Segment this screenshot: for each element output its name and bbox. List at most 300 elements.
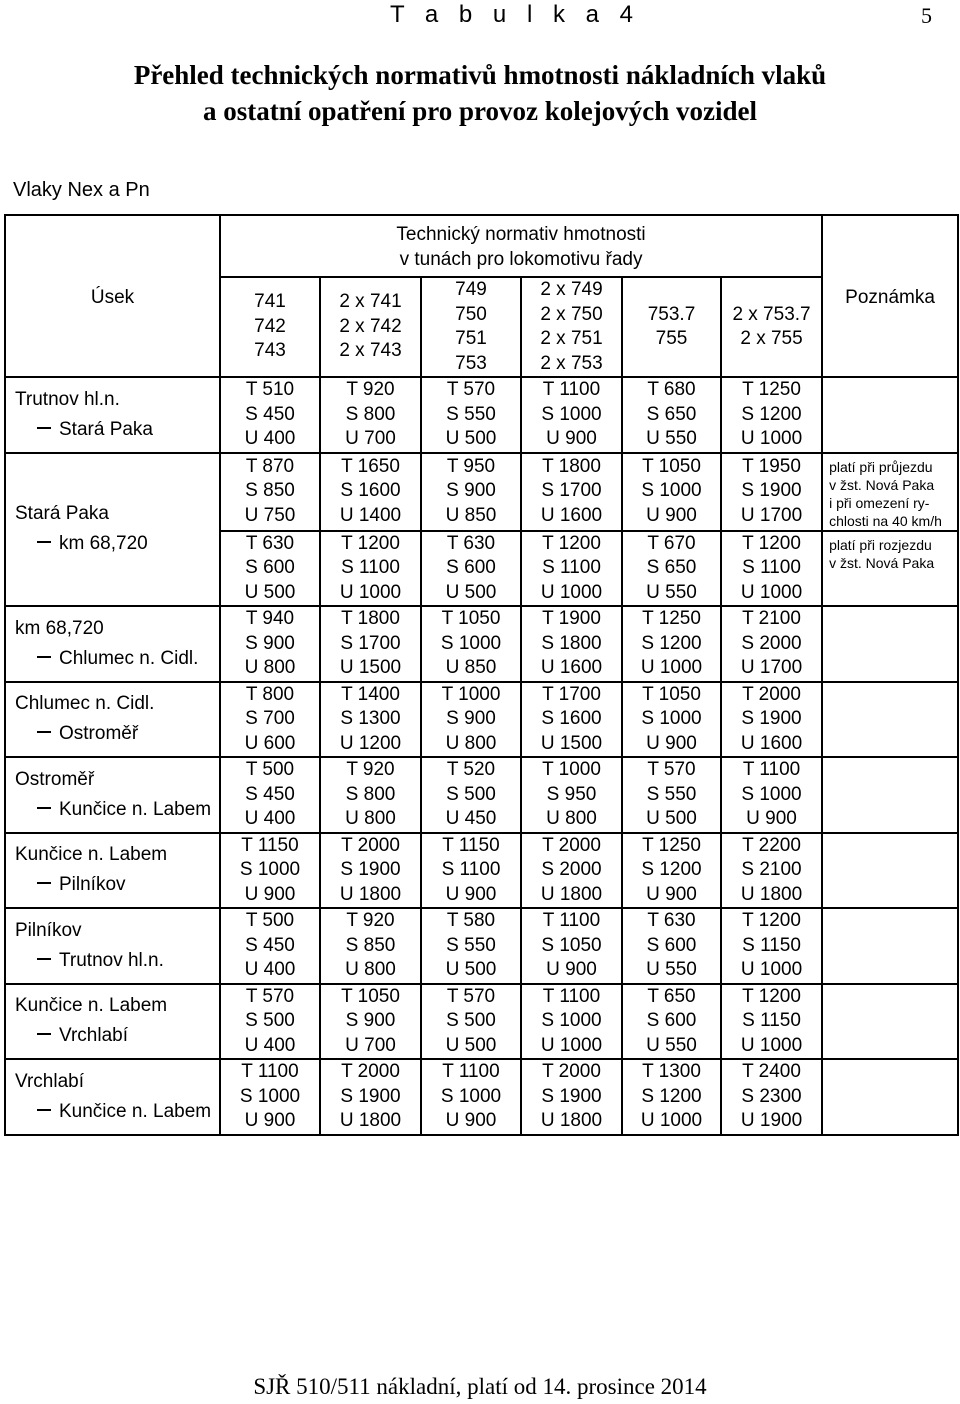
section-to: Kunčice n. Labem — [59, 798, 212, 820]
weight-value: T 1000 — [441, 683, 501, 705]
table-row — [5, 833, 958, 909]
weight-value: S 800 — [345, 403, 396, 425]
value-cell — [622, 757, 721, 833]
weight-value: S 1900 — [741, 708, 802, 729]
tech-header-line-2: v tunách pro lokomotivu řady — [399, 248, 643, 270]
section-to: km 68,720 — [59, 533, 148, 555]
weight-value: T 1800 — [341, 608, 400, 629]
weight-value: U 1600 — [740, 732, 803, 754]
value-cell — [320, 984, 421, 1060]
value-cell — [521, 453, 622, 531]
section-from: km 68,720 — [15, 617, 104, 639]
weight-value: U 1000 — [640, 1110, 703, 1131]
weight-value: S 500 — [446, 1010, 496, 1031]
section-to-line — [15, 1097, 219, 1127]
weight-value: T 2000 — [542, 834, 601, 856]
value-cell — [721, 531, 822, 607]
section-to: Trutnov hl.n. — [59, 949, 164, 971]
weight-value: S 450 — [245, 783, 295, 805]
weight-value: T 2400 — [742, 1061, 801, 1082]
loco-series-label: 753 — [455, 352, 487, 374]
weight-value: U 600 — [244, 732, 296, 754]
weight-value: T 630 — [446, 532, 496, 554]
section-subtitle: Vlaky Nex a Pn — [13, 179, 150, 201]
loco-series-label: 2 x 753 — [540, 352, 603, 374]
weight-value: S 1300 — [340, 708, 401, 729]
weight-value: U 850 — [445, 657, 497, 678]
note-cell — [822, 606, 958, 682]
weight-value: S 550 — [646, 783, 697, 805]
weight-value: U 900 — [646, 883, 697, 905]
value-cell — [220, 757, 320, 833]
weight-value: S 1000 — [440, 1085, 502, 1107]
weight-value: T 1250 — [642, 608, 701, 629]
weight-value: U 1800 — [540, 1110, 603, 1131]
weight-value: T 940 — [245, 608, 295, 629]
value-cell — [622, 908, 721, 984]
weight-value: U 550 — [646, 959, 697, 980]
weight-value: T 1650 — [341, 455, 400, 477]
table-row — [5, 1059, 958, 1135]
weight-value: S 500 — [446, 783, 496, 805]
weight-value: T 1150 — [442, 834, 500, 856]
loco-series-label: 2 x 749 — [540, 279, 603, 300]
loco-series-label: 749 — [455, 279, 487, 300]
page-title-line-2: a ostatní opatření pro provoz kolejových vozidel — [203, 96, 757, 126]
weight-value: U 400 — [244, 808, 296, 829]
weight-value: U 900 — [445, 1110, 497, 1131]
value-cell — [421, 377, 521, 453]
weight-value: U 1500 — [540, 732, 603, 754]
weight-value: T 1100 — [542, 985, 601, 1007]
weight-value: U 800 — [445, 732, 497, 754]
weight-value: U 1600 — [540, 657, 603, 678]
weight-value: S 600 — [446, 557, 496, 578]
weight-value: T 1050 — [642, 455, 701, 477]
weight-value: U 500 — [445, 1034, 497, 1056]
loco-series-label: 741 — [254, 291, 286, 313]
weight-value: T 580 — [446, 910, 496, 931]
weight-value: T 2000 — [742, 683, 801, 705]
weight-value: T 1100 — [241, 1061, 299, 1082]
weight-value: T 1200 — [341, 532, 400, 554]
value-cell — [721, 606, 822, 682]
value-cell — [421, 531, 521, 607]
value-cell — [421, 682, 521, 758]
weight-value: T 1900 — [542, 608, 601, 629]
weight-value: U 800 — [345, 808, 396, 829]
weight-value: S 1000 — [239, 1085, 301, 1107]
value-cell — [622, 531, 721, 607]
weight-value: U 900 — [746, 808, 797, 829]
weight-value: S 850 — [345, 934, 396, 956]
weight-value: U 850 — [445, 504, 497, 526]
weight-value: T 520 — [446, 759, 496, 780]
value-cell — [320, 606, 421, 682]
section-from: Vrchlabí — [15, 1070, 84, 1092]
weight-value: U 400 — [244, 1034, 296, 1056]
weight-value: S 1100 — [441, 859, 501, 880]
tech-header-line-1: Technický normativ hmotnosti — [396, 224, 646, 245]
norm-table — [4, 214, 959, 1136]
weight-value: U 1000 — [740, 1034, 803, 1056]
weight-value: T 570 — [446, 985, 496, 1007]
weight-value: U 400 — [244, 428, 296, 449]
weight-value: T 920 — [346, 759, 395, 780]
section-from: Stará Paka — [15, 503, 109, 525]
weight-value: U 1500 — [339, 657, 402, 678]
loco-series-label: 742 — [254, 315, 286, 337]
value-cell — [521, 1059, 622, 1135]
weight-value: T 1100 — [442, 1061, 500, 1082]
loco-series-label: 755 — [655, 328, 688, 349]
note-text: i při omezení ry- — [829, 494, 930, 511]
dash-mark — [37, 656, 51, 658]
value-cell — [521, 606, 622, 682]
loco-series-header — [521, 277, 622, 377]
loco-series-label: 750 — [455, 303, 487, 325]
weight-value: U 900 — [244, 1110, 296, 1131]
weight-value: S 1700 — [340, 632, 401, 654]
weight-value: T 1300 — [642, 1061, 701, 1082]
weight-value: T 2000 — [341, 1061, 400, 1082]
value-cell — [622, 606, 721, 682]
note-cell — [822, 908, 958, 984]
value-cell — [622, 682, 721, 758]
weight-value: S 1900 — [340, 859, 401, 880]
weight-value: T 1250 — [742, 379, 801, 400]
weight-value: S 1150 — [742, 934, 801, 956]
weight-value: S 600 — [245, 557, 295, 578]
weight-value: S 1900 — [541, 1085, 602, 1107]
value-cell — [320, 833, 421, 909]
dash-mark — [37, 731, 51, 733]
weight-value: U 1000 — [640, 657, 703, 678]
weight-value: T 630 — [647, 910, 696, 931]
value-cell — [320, 1059, 421, 1135]
weight-value: S 950 — [546, 783, 597, 805]
loco-series-header — [622, 277, 721, 377]
loco-series-label: 753.7 — [647, 303, 696, 325]
weight-value: T 570 — [446, 379, 496, 400]
loco-series-header — [320, 277, 421, 377]
loco-series-label: 2 x 742 — [339, 315, 402, 337]
weight-value: T 1200 — [742, 532, 801, 554]
weight-value: S 1100 — [742, 557, 801, 578]
weight-value: T 630 — [245, 532, 295, 554]
value-cell — [421, 757, 521, 833]
weight-value: T 920 — [346, 910, 395, 931]
table-row — [5, 757, 958, 833]
weight-value: T 1050 — [642, 683, 701, 705]
section-to: Stará Paka — [59, 418, 153, 440]
weight-value: T 1950 — [742, 455, 801, 477]
section-to-line — [15, 415, 219, 445]
weight-value: T 1100 — [542, 910, 601, 931]
value-cell — [421, 606, 521, 682]
note-header: Poznámka — [822, 215, 958, 377]
value-cell — [521, 682, 622, 758]
weight-value: U 1800 — [540, 883, 603, 905]
loco-series-label: 751 — [455, 328, 487, 349]
note-cell — [822, 757, 958, 833]
note-cell — [822, 531, 958, 607]
value-cell — [220, 984, 320, 1060]
value-cell — [220, 1059, 320, 1135]
weight-value: U 1600 — [540, 504, 603, 526]
section-cell — [5, 984, 220, 1060]
value-cell — [721, 833, 822, 909]
weight-value: T 870 — [245, 455, 295, 477]
value-cell — [721, 1059, 822, 1135]
note-cell — [822, 833, 958, 909]
section-to: Kunčice n. Labem — [59, 1100, 212, 1122]
weight-value: U 1700 — [740, 657, 803, 678]
dash-mark — [37, 1109, 51, 1111]
dash-mark — [37, 807, 51, 809]
weight-value: S 1600 — [541, 708, 602, 729]
weight-value: S 1000 — [239, 859, 301, 880]
value-cell — [521, 377, 622, 453]
value-cell — [622, 453, 721, 531]
weight-value: U 450 — [445, 808, 497, 829]
weight-value: U 700 — [345, 428, 396, 449]
weight-value: U 400 — [244, 959, 296, 980]
weight-value: U 900 — [646, 504, 697, 526]
section-from: Ostroměř — [15, 768, 95, 790]
weight-value: U 1000 — [540, 1034, 603, 1056]
section-to-line — [15, 1021, 219, 1051]
usek-header: Úsek — [5, 215, 220, 377]
section-to-line — [15, 719, 219, 749]
value-cell — [521, 984, 622, 1060]
dash-mark — [37, 427, 51, 429]
weight-value: T 920 — [346, 379, 395, 400]
loco-series-label: 2 x 755 — [740, 328, 803, 349]
weight-value: U 900 — [646, 732, 697, 754]
section-to: Pilníkov — [59, 874, 126, 896]
weight-value: S 2300 — [741, 1085, 802, 1107]
value-cell — [320, 757, 421, 833]
weight-value: S 650 — [646, 557, 697, 578]
weight-value: S 1200 — [641, 859, 702, 880]
loco-series-label: 2 x 741 — [339, 291, 402, 313]
weight-value: U 900 — [546, 959, 597, 980]
value-cell — [421, 833, 521, 909]
weight-value: T 1150 — [241, 834, 299, 856]
weight-value: S 600 — [646, 934, 697, 956]
table-row — [5, 984, 958, 1060]
table-row — [5, 682, 958, 758]
section-cell — [5, 453, 220, 607]
weight-value: U 550 — [646, 1034, 697, 1056]
table-row — [5, 908, 958, 984]
weight-value: U 500 — [646, 808, 697, 829]
section-from: Kunčice n. Labem — [15, 844, 168, 866]
value-cell — [721, 682, 822, 758]
weight-value: T 2200 — [742, 834, 801, 856]
weight-value: T 1250 — [642, 834, 701, 856]
loco-series-label: 2 x 753.7 — [732, 303, 811, 325]
value-cell — [622, 833, 721, 909]
value-cell — [220, 377, 320, 453]
page-title-line-1: Přehled technických normativů hmotnosti nákladních vlaků — [133, 60, 827, 90]
value-cell — [721, 453, 822, 531]
weight-value: S 1200 — [641, 632, 702, 654]
weight-value: T 800 — [245, 683, 295, 705]
value-cell — [421, 908, 521, 984]
value-cell — [220, 682, 320, 758]
page-footer: SJŘ 510/511 nákladní, platí od 14. prosince 2014 — [253, 1374, 707, 1399]
weight-value: U 750 — [244, 504, 296, 526]
weight-value: U 900 — [244, 883, 296, 905]
table-row — [5, 453, 958, 531]
section-cell — [5, 757, 220, 833]
weight-value: S 1000 — [641, 708, 702, 729]
weight-value: T 1100 — [542, 379, 601, 400]
table-row — [5, 377, 958, 453]
weight-value: S 1700 — [541, 480, 602, 502]
weight-value: T 510 — [245, 379, 295, 400]
loco-series-label: 2 x 750 — [540, 303, 603, 325]
note-text: chlosti na 40 km/h — [829, 512, 942, 529]
weight-value: U 1000 — [540, 581, 603, 603]
note-cell — [822, 1059, 958, 1135]
value-cell — [220, 908, 320, 984]
weight-value: S 1000 — [541, 403, 602, 425]
value-cell — [521, 531, 622, 607]
weight-value: S 900 — [446, 480, 496, 502]
weight-value: T 1200 — [542, 532, 601, 554]
weight-value: U 500 — [244, 581, 296, 603]
dash-mark — [37, 958, 51, 960]
weight-value: S 1100 — [542, 557, 601, 578]
section-to-line — [15, 529, 219, 559]
value-cell — [320, 908, 421, 984]
value-cell — [521, 908, 622, 984]
weight-value: T 1050 — [441, 608, 501, 629]
value-cell — [721, 984, 822, 1060]
weight-value: U 1800 — [740, 883, 803, 905]
weight-value: S 1800 — [541, 632, 602, 654]
weight-value: S 1000 — [741, 783, 802, 805]
weight-value: S 800 — [345, 783, 396, 805]
weight-value: T 1400 — [341, 683, 400, 705]
weight-value: S 550 — [446, 403, 496, 425]
weight-value: U 1000 — [740, 581, 803, 603]
weight-value: T 670 — [647, 532, 696, 554]
note-cell — [822, 453, 958, 531]
weight-value: T 2000 — [341, 834, 400, 856]
loco-series-label: 2 x 751 — [540, 328, 603, 349]
weight-value: T 650 — [647, 985, 696, 1007]
weight-value: U 500 — [445, 959, 497, 980]
note-cell — [822, 682, 958, 758]
tech-normative-header — [220, 215, 822, 277]
weight-value: U 900 — [546, 428, 597, 449]
header-row-1 — [5, 215, 958, 277]
section-to: Vrchlabí — [59, 1025, 128, 1047]
table-row — [5, 606, 958, 682]
weight-value: S 1200 — [741, 403, 802, 425]
value-cell — [421, 453, 521, 531]
section-cell — [5, 1059, 220, 1135]
weight-value: T 1050 — [341, 985, 400, 1007]
weight-value: U 500 — [445, 428, 497, 449]
section-to-line — [15, 870, 219, 900]
weight-value: S 900 — [245, 632, 295, 654]
weight-value: T 1800 — [542, 455, 601, 477]
section-to-line — [15, 946, 219, 976]
section-to: Ostroměř — [59, 723, 139, 745]
weight-value: S 1200 — [641, 1085, 702, 1107]
weight-value: S 550 — [446, 934, 496, 956]
weight-value: U 1400 — [339, 504, 402, 526]
weight-value: U 550 — [646, 581, 697, 603]
weight-value: S 500 — [245, 1010, 295, 1031]
section-from: Trutnov hl.n. — [15, 388, 120, 410]
weight-value: U 800 — [244, 657, 296, 678]
weight-value: S 1150 — [742, 1010, 801, 1031]
loco-series-label: 2 x 743 — [339, 340, 402, 362]
value-cell — [220, 531, 320, 607]
value-cell — [320, 531, 421, 607]
weight-value: T 570 — [245, 985, 295, 1007]
value-cell — [320, 453, 421, 531]
weight-value: S 450 — [245, 403, 295, 425]
value-cell — [721, 757, 822, 833]
section-cell — [5, 908, 220, 984]
dash-mark — [37, 541, 51, 543]
value-cell — [220, 606, 320, 682]
value-cell — [421, 984, 521, 1060]
page-number: 5 — [921, 3, 932, 28]
weight-value: S 1900 — [340, 1085, 401, 1107]
note-cell — [822, 984, 958, 1060]
weight-value: U 500 — [445, 581, 497, 603]
weight-value: T 500 — [245, 910, 295, 931]
section-to-line — [15, 644, 219, 674]
weight-value: U 1000 — [740, 428, 803, 449]
weight-value: U 1000 — [740, 959, 803, 980]
value-cell — [521, 757, 622, 833]
table-label: T a b u l k a 4 — [390, 1, 640, 28]
weight-value: T 1700 — [542, 683, 601, 705]
loco-series-label: 743 — [254, 340, 286, 362]
weight-value: S 1100 — [341, 557, 400, 578]
weight-value: S 1000 — [641, 480, 702, 502]
weight-value: U 1000 — [339, 581, 402, 603]
weight-value: U 1700 — [740, 504, 803, 526]
section-from: Chlumec n. Cidl. — [15, 693, 155, 715]
value-cell — [622, 377, 721, 453]
weight-value: T 1200 — [742, 910, 801, 931]
weight-value: U 900 — [445, 883, 497, 905]
weight-value: U 800 — [546, 808, 597, 829]
weight-value: U 700 — [345, 1034, 396, 1056]
weight-value: T 950 — [446, 455, 496, 477]
weight-value: S 600 — [646, 1010, 697, 1031]
weight-value: U 1200 — [339, 732, 402, 754]
weight-value: T 1200 — [742, 985, 801, 1007]
weight-value: S 1600 — [340, 480, 401, 502]
value-cell — [721, 377, 822, 453]
note-cell — [822, 377, 958, 453]
value-cell — [622, 1059, 721, 1135]
weight-value: U 1900 — [740, 1110, 803, 1131]
value-cell — [421, 1059, 521, 1135]
note-text: v žst. Nová Paka — [829, 476, 935, 493]
